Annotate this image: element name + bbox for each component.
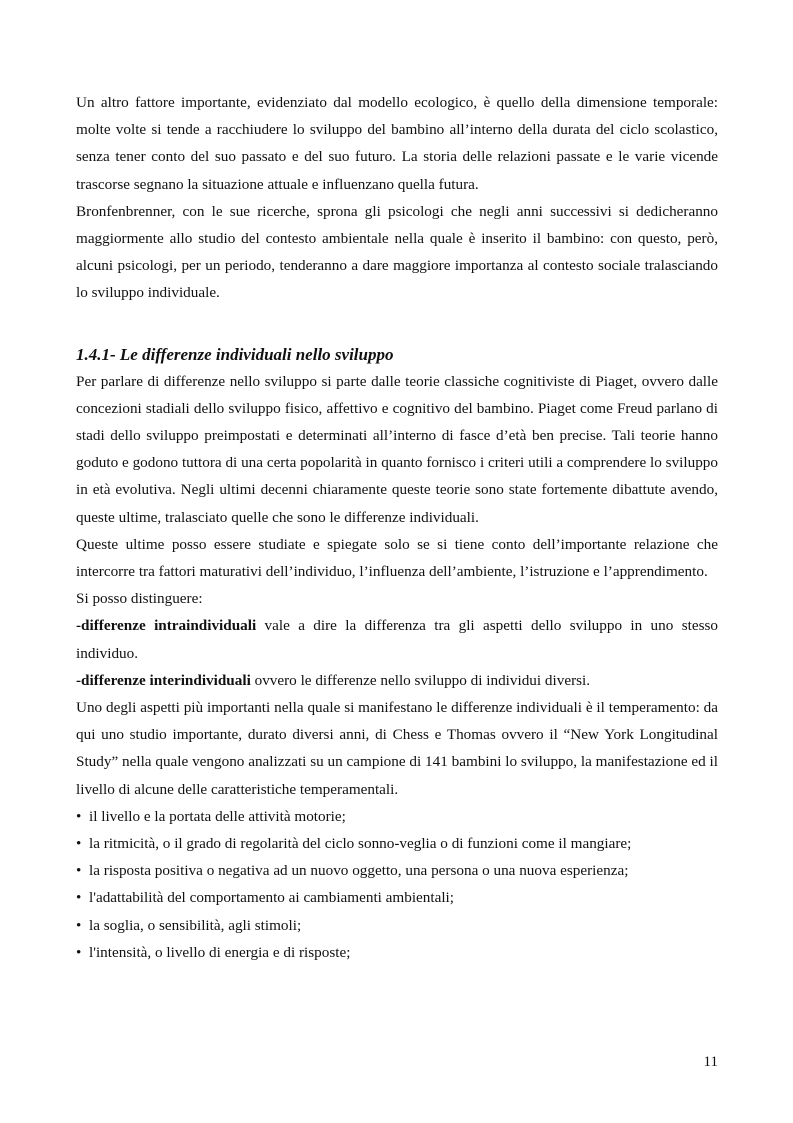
definition-text: ovvero le differenze nello sviluppo di individui diversi.: [250, 671, 591, 689]
document-page: [76, 89, 718, 966]
page-number: 11: [703, 1054, 718, 1070]
definition-term: -differenze intraindividuali: [76, 617, 257, 635]
paragraph-bronfenbrenner: Bronfenbrenner, con le sue ricerche, sprona gli psicologi che negli anni successivi si dedicheranno maggiormente allo studio del contesto ambientale nella quale è inserito il bambino: con questo, però, alcuni psicologi, per un periodo, tenderanno a dare maggiore importanza al contesto sociale tralasciando lo sviluppo individuale.: [76, 202, 718, 302]
list-item: • l'adattabilità del comportamento ai cambiamenti ambientali;: [76, 884, 718, 911]
list-item: • la ritmicità, o il grado di regolarità del ciclo sonno-veglia o di funzioni come il mangiare;: [76, 830, 718, 857]
definition-term: -differenze interindividuali: [76, 671, 251, 689]
list-item: • la risposta positiva o negativa ad un nuovo oggetto, una persona o una nuova esperienza;: [76, 857, 718, 884]
list-item: • la soglia, o sensibilità, agli stimoli;: [76, 912, 718, 939]
section-heading: 1.4.1- Le differenze individuali nello sviluppo: [76, 344, 394, 364]
temperament-traits-list: [76, 803, 718, 966]
paragraph-temperament: Uno degli aspetti più importanti nella quale si manifestano le differenze individuali è il temperamento: da qui uno studio importante, durato diversi anni, di Chess e Thomas ovvero il “New York Longitudinal Study” nella quale vengono analizzati su un campione di 141 bambini lo sviluppo, la manifestazione ed il livello di alcune delle caratteristiche temperamentali.: [76, 699, 718, 798]
list-item: • l'intensità, o livello di energia e di risposte;: [76, 939, 718, 966]
paragraph-temporal-dimension: Un altro fattore importante, evidenziato dal modello ecologico, è quello della dimensione temporale: molte volte si tende a racchiudere lo sviluppo del bambino all’interno della durata del ciclo scolastico, senza tener conto del suo passato e del suo futuro. La storia delle relazioni passate e le varie vicende trascorse segnano la situazione attuale e influenzano quella futura.: [76, 94, 718, 193]
paragraph-relation: Queste ultime posso essere studiate e spiegate solo se si tiene conto dell’importante relazione che intercorre tra fattori maturativi dell’individuo, l’influenza dell’ambiente, l’istruzione e l’apprendimento.: [76, 535, 718, 581]
list-item: • il livello e la portata delle attività motorie;: [76, 803, 718, 830]
paragraph-piaget: Per parlare di differenze nello sviluppo si parte dalle teorie classiche cognitiviste di Piaget, ovvero dalle concezioni stadiali dello sviluppo fisico, affettivo e cognitivo del bambino. Piaget come Freud parlano di stadi dello sviluppo preimpostati e determinati all’interno di fasce d’età ben precise. Tali teorie hanno goduto e godono tuttora di una certa popolarità in quanto fornisco i criteri utili a comprendere lo sviluppo in età evolutiva. Negli ultimi decenni chiaramente queste teorie sono state fortemente dibattute avendo, queste ultime, tralasciato quelle che sono le differenze individuali.: [76, 372, 718, 526]
definition-intraindividual: [76, 612, 718, 666]
paragraph-distinguish: Si posso distinguere:: [76, 590, 203, 608]
definition-text: vale a dire la differenza tra gli aspetti dello sviluppo in uno stesso individuo.: [76, 617, 718, 662]
definition-interindividual: [76, 667, 718, 694]
